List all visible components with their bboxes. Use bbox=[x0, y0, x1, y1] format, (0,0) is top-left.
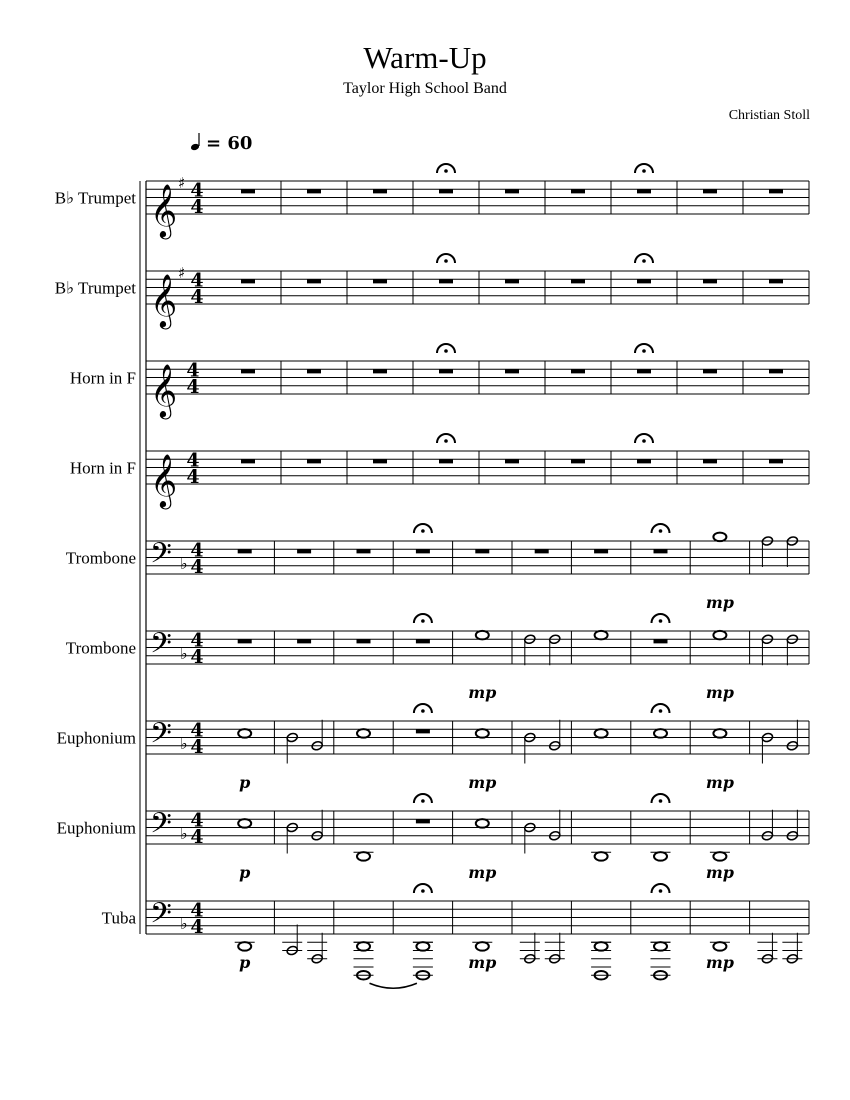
time-signature-lower: 4 bbox=[190, 556, 204, 578]
whole-note bbox=[713, 533, 726, 542]
whole-rest bbox=[297, 639, 311, 643]
flat-icon: ♭ bbox=[180, 733, 188, 753]
fermata-dot bbox=[642, 439, 646, 443]
instrument-name: Horn in F bbox=[69, 368, 136, 388]
instrument-name: B♭ Trumpet bbox=[54, 188, 136, 208]
whole-rest bbox=[439, 369, 453, 373]
dynamic-marking: p bbox=[239, 773, 251, 792]
fermata-dot bbox=[659, 529, 663, 533]
staff bbox=[146, 254, 809, 304]
dynamic-marking: mp bbox=[468, 953, 497, 972]
fermata-dot bbox=[421, 619, 425, 623]
flat-icon: ♭ bbox=[180, 553, 188, 573]
staff bbox=[146, 614, 809, 665]
whole-rest bbox=[307, 459, 321, 463]
whole-note bbox=[713, 942, 726, 951]
staff bbox=[146, 704, 809, 764]
whole-rest bbox=[769, 369, 783, 373]
time-signature-upper: 4 bbox=[190, 179, 204, 202]
flat-icon: ♭ bbox=[180, 913, 188, 933]
time-signature-upper: 4 bbox=[186, 449, 200, 472]
time-signature-lower: 4 bbox=[190, 196, 204, 218]
time-signature-upper: 4 bbox=[190, 899, 204, 922]
whole-rest bbox=[475, 549, 489, 553]
whole-note bbox=[238, 942, 251, 951]
time-signature-lower: 4 bbox=[190, 826, 204, 848]
dynamic-marking: mp bbox=[705, 593, 734, 612]
flat-icon: ♭ bbox=[180, 643, 188, 663]
whole-rest bbox=[571, 279, 585, 283]
whole-rest bbox=[297, 549, 311, 553]
whole-rest bbox=[505, 189, 519, 193]
staff bbox=[146, 884, 809, 988]
whole-note bbox=[357, 729, 370, 738]
fermata-dot bbox=[421, 529, 425, 533]
whole-note bbox=[476, 631, 489, 640]
whole-rest bbox=[241, 459, 255, 463]
instrument-name: Trombone bbox=[65, 638, 136, 658]
whole-rest bbox=[357, 639, 371, 643]
time-signature-upper: 4 bbox=[190, 539, 204, 562]
time-signature-lower: 4 bbox=[190, 736, 204, 758]
fermata-dot bbox=[421, 799, 425, 803]
whole-rest bbox=[703, 369, 717, 373]
fermata-dot bbox=[421, 889, 425, 893]
staff bbox=[146, 524, 809, 574]
whole-rest bbox=[594, 549, 608, 553]
whole-rest bbox=[654, 549, 668, 553]
whole-rest bbox=[769, 279, 783, 283]
whole-rest bbox=[769, 189, 783, 193]
whole-rest bbox=[416, 819, 430, 823]
whole-rest bbox=[439, 459, 453, 463]
score-title: Warm-Up bbox=[363, 40, 487, 75]
whole-note bbox=[654, 852, 667, 861]
whole-rest bbox=[769, 459, 783, 463]
fermata-dot bbox=[659, 799, 663, 803]
whole-note bbox=[476, 819, 489, 828]
tempo-marking: = 60 bbox=[206, 133, 253, 154]
treble-clef-icon: 𝄞 bbox=[150, 453, 178, 507]
whole-rest bbox=[373, 189, 387, 193]
time-signature-upper: 4 bbox=[190, 269, 204, 292]
fermata-dot bbox=[659, 889, 663, 893]
dynamic-marking: p bbox=[239, 863, 251, 882]
instrument-name: Trombone bbox=[65, 548, 136, 568]
bass-clef-icon: 𝄢 bbox=[150, 536, 172, 577]
instrument-name: Tuba bbox=[101, 908, 136, 928]
dynamic-marking: mp bbox=[468, 683, 497, 702]
whole-note bbox=[713, 729, 726, 738]
fermata-dot bbox=[444, 349, 448, 353]
instrument-name: Euphonium bbox=[56, 818, 136, 838]
whole-rest bbox=[357, 549, 371, 553]
dynamic-marking: mp bbox=[705, 953, 734, 972]
time-signature-lower: 4 bbox=[190, 646, 204, 668]
whole-rest bbox=[241, 369, 255, 373]
fermata-dot bbox=[659, 619, 663, 623]
whole-rest bbox=[505, 459, 519, 463]
whole-rest bbox=[439, 279, 453, 283]
treble-clef-icon: 𝄞 bbox=[150, 183, 178, 237]
bass-clef-icon: 𝄢 bbox=[150, 716, 172, 757]
whole-rest bbox=[416, 729, 430, 733]
whole-note bbox=[416, 942, 429, 951]
fermata-dot bbox=[444, 259, 448, 263]
staff bbox=[146, 794, 809, 861]
time-signature-lower: 4 bbox=[186, 376, 200, 398]
whole-rest bbox=[505, 279, 519, 283]
time-signature-upper: 4 bbox=[190, 719, 204, 742]
whole-rest bbox=[637, 459, 651, 463]
whole-rest bbox=[703, 459, 717, 463]
fermata-dot bbox=[444, 439, 448, 443]
whole-rest bbox=[238, 639, 252, 643]
time-signature-upper: 4 bbox=[190, 629, 204, 652]
whole-rest bbox=[703, 279, 717, 283]
score-subtitle: Taylor High School Band bbox=[343, 80, 507, 97]
fermata-dot bbox=[421, 709, 425, 713]
whole-note bbox=[238, 729, 251, 738]
staff bbox=[146, 434, 809, 484]
flat-icon: ♭ bbox=[180, 823, 188, 843]
composer-name: Christian Stoll bbox=[728, 108, 810, 123]
staff bbox=[146, 344, 809, 394]
dynamic-marking: mp bbox=[468, 863, 497, 882]
whole-note bbox=[595, 729, 608, 738]
whole-rest bbox=[416, 549, 430, 553]
whole-rest bbox=[535, 549, 549, 553]
whole-note bbox=[595, 852, 608, 861]
whole-rest bbox=[439, 189, 453, 193]
time-signature-lower: 4 bbox=[190, 286, 204, 308]
bass-clef-icon: 𝄢 bbox=[150, 806, 172, 847]
instrument-name: Horn in F bbox=[69, 458, 136, 478]
whole-rest bbox=[571, 459, 585, 463]
dynamic-marking: mp bbox=[705, 683, 734, 702]
sharp-icon: ♯ bbox=[178, 174, 186, 193]
treble-clef-icon: 𝄞 bbox=[150, 273, 178, 327]
whole-note bbox=[595, 631, 608, 640]
dynamic-marking: p bbox=[239, 953, 251, 972]
treble-clef-icon: 𝄞 bbox=[150, 363, 178, 417]
whole-rest bbox=[241, 279, 255, 283]
whole-note bbox=[476, 729, 489, 738]
whole-note bbox=[713, 631, 726, 640]
tie bbox=[370, 983, 417, 988]
fermata-dot bbox=[444, 169, 448, 173]
whole-rest bbox=[307, 189, 321, 193]
fermata-dot bbox=[642, 259, 646, 263]
whole-note bbox=[654, 942, 667, 951]
instrument-name: B♭ Trumpet bbox=[54, 278, 136, 298]
whole-rest bbox=[571, 189, 585, 193]
instrument-name: Euphonium bbox=[56, 728, 136, 748]
whole-rest bbox=[373, 459, 387, 463]
staff bbox=[146, 164, 809, 214]
time-signature-lower: 4 bbox=[186, 466, 200, 488]
whole-note bbox=[654, 729, 667, 738]
whole-rest bbox=[505, 369, 519, 373]
whole-rest bbox=[373, 369, 387, 373]
dynamic-marking: mp bbox=[705, 863, 734, 882]
time-signature-upper: 4 bbox=[190, 809, 204, 832]
time-signature-upper: 4 bbox=[186, 359, 200, 382]
dynamic-marking: mp bbox=[705, 773, 734, 792]
fermata-dot bbox=[642, 169, 646, 173]
whole-note bbox=[357, 852, 370, 861]
fermata-dot bbox=[659, 709, 663, 713]
whole-rest bbox=[373, 279, 387, 283]
time-signature-lower: 4 bbox=[190, 916, 204, 938]
whole-rest bbox=[238, 549, 252, 553]
fermata-dot bbox=[642, 349, 646, 353]
whole-rest bbox=[637, 189, 651, 193]
whole-rest bbox=[571, 369, 585, 373]
whole-note bbox=[238, 819, 251, 828]
whole-rest bbox=[637, 279, 651, 283]
whole-note bbox=[476, 942, 489, 951]
whole-rest bbox=[241, 189, 255, 193]
whole-note bbox=[713, 852, 726, 861]
whole-rest bbox=[654, 639, 668, 643]
whole-rest bbox=[637, 369, 651, 373]
whole-note bbox=[595, 942, 608, 951]
whole-rest bbox=[703, 189, 717, 193]
whole-rest bbox=[416, 639, 430, 643]
dynamic-marking: mp bbox=[468, 773, 497, 792]
bass-clef-icon: 𝄢 bbox=[150, 896, 172, 937]
bass-clef-icon: 𝄢 bbox=[150, 626, 172, 667]
whole-rest bbox=[307, 369, 321, 373]
sharp-icon: ♯ bbox=[178, 264, 186, 283]
whole-rest bbox=[307, 279, 321, 283]
whole-note bbox=[357, 942, 370, 951]
